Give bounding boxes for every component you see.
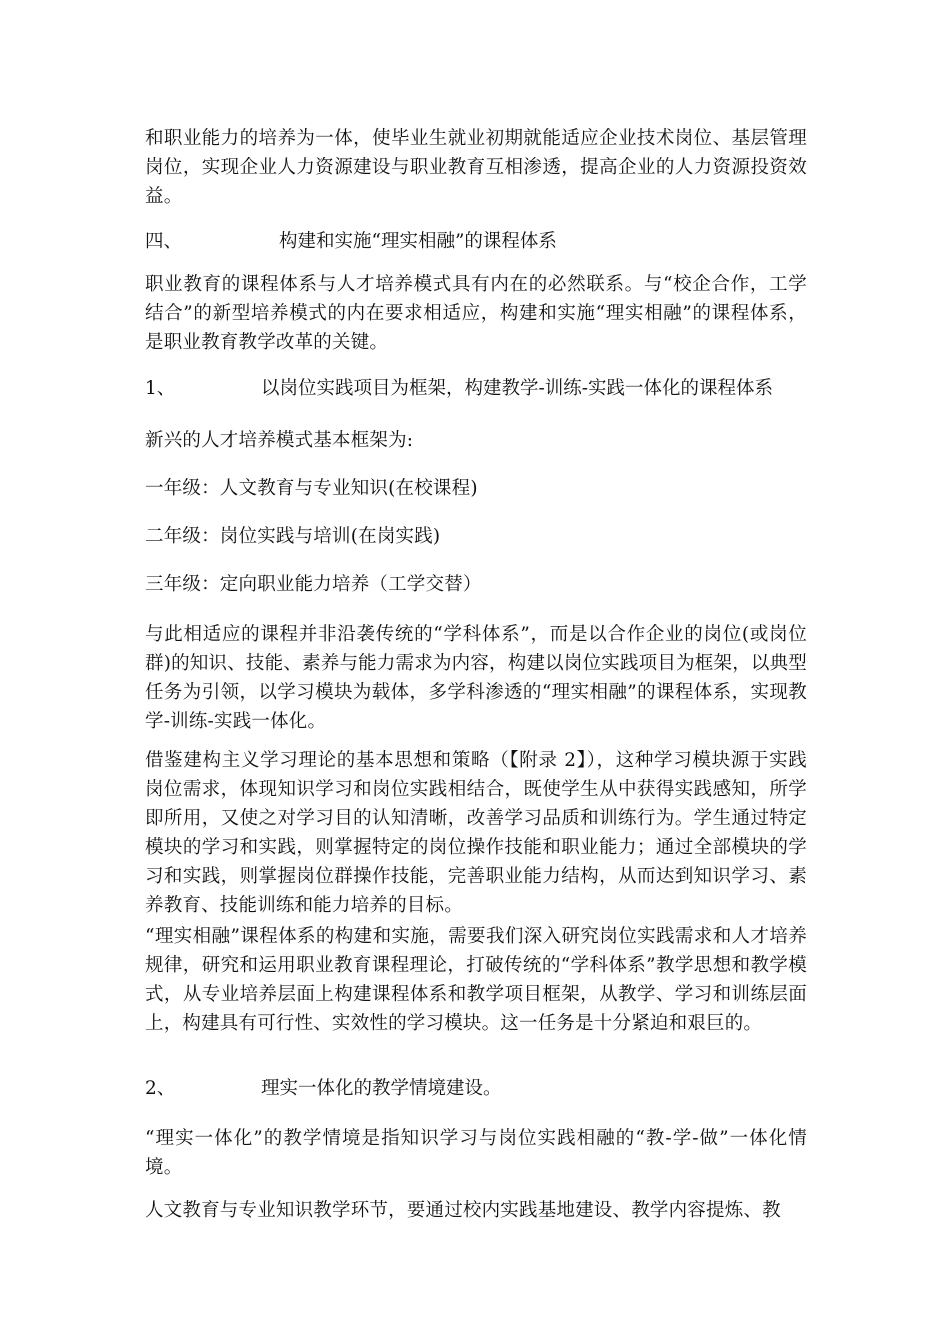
paragraph-year2: 二年级：岗位实践与培训(在岗实践) [145,526,441,547]
paragraph-curriculum: 与此相适应的课程并非沿袭传统的“学科体系”，而是以合作企业的岗位(或岗位群)的知识、技能、素养与能力需求为内容，构建以岗位实践项目为框架，以典型任务为引领，以学习模块为载体，多学科渗透的“理实相融”的课程体系，实现教学-训练-实践一体化。 [145,624,807,732]
subsection-heading-1 [145,374,845,403]
section-title: 构建和实施“理实相融”的课程体系 [279,231,557,252]
paragraph-year1: 一年级：人文教育与专业知识(在校课程) [145,478,478,499]
paragraph-framework: 新兴的人才培养模式基本框架为: [145,430,414,451]
paragraph-intro: 和职业能力的培养为一体，使毕业生就业初期就能适应企业技术岗位、基层管理岗位，实现企业人力资源建设与职业教育互相渗透，提高企业的人力资源投资效益。 [145,128,807,207]
subsection-number: 1、 [145,378,176,399]
section-number: 四、 [145,231,183,252]
paragraph-task: “理实相融”课程体系的构建和实施，需要我们深入研究岗位实践需求和人才培养规律，研究和运用职业教育课程理论，打破传统的“学科体系”教学思想和教学模式，从专业培养层面上构建课程体系和教学项目框架，从教学、学习和训练层面上，构建具有可行性、实效性的学习模块。这一任务是十分紧迫和艰巨的。 [145,926,807,1034]
subsection-heading-2 [145,1074,845,1103]
paragraph-situation: “理实一体化”的教学情境是指知识学习与岗位实践相融的“教-学-做”一体化情境。 [145,1128,807,1178]
subsection-title: 以岗位实践项目为框架，构建教学-训练-实践一体化的课程体系 [261,378,774,399]
subsection-number: 2、 [145,1078,176,1099]
subsection-title: 理实一体化的教学情境建设。 [261,1078,502,1099]
paragraph-section4-intro: 职业教育的课程体系与人才培养模式具有内在的必然联系。与“校企合作，工学结合”的新型培养模式的内在要求相适应，构建和实施“理实相融”的课程体系，是职业教育教学改革的关键。 [145,274,807,353]
paragraph-constructivism: 借鉴建构主义学习理论的基本思想和策略（【附录 2】），这种学习模块源于实践岗位需求，体现知识学习和岗位实践相结合，既使学生从中获得实践感知，所学即所用，又使之对学习目的认知清晰，改善学习品质和训练行为。学生通过特定模块的学习和实践，则掌握特定的岗位操作技能和职业能力；通过全部模块的学习和实践，则掌握岗位群操作技能，完善职业能力结构，从而达到知识学习、素养教育、技能训练和能力培养的目标。 [145,750,807,916]
section-heading-4 [145,227,845,256]
paragraph-last: 人文教育与专业知识教学环节，要通过校内实践基地建设、教学内容提炼、教 [145,1200,781,1221]
paragraph-year3: 三年级：定向职业能力培养（工学交替） [145,574,482,595]
